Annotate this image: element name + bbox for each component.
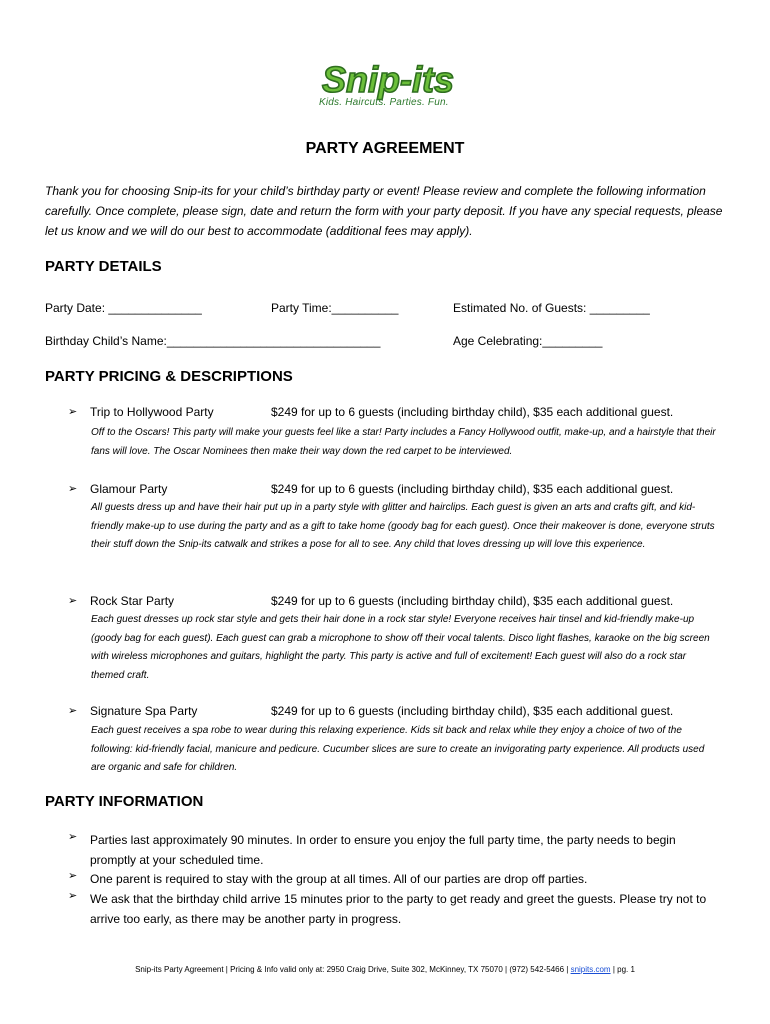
logo-wordmark: Snip-its — [322, 59, 454, 100]
party-description: Off to the Oscars! This party will make your guests feel like a star! Party includes a Fancy Hollywood outfit, make-up, and a hairstyle that their fans will love. The Oscar Nominees then make their way down the red carpet to be interviewed. — [91, 427, 716, 457]
party-name: Glamour Party — [90, 482, 168, 496]
party-description: All guests dress up and have their hair put up in a party style with glitter and hairclips. Each guest is given an arts and crafts gift, and kid-friendly make-up to use during the party and as a gift to take home (goody bag for each guest). Once their makeover is done, everyone struts their stuff down the Snip-its catwalk and strikes a pose for all to see. Any child that loves dressing up will love this experience. — [91, 502, 715, 550]
child-name-field[interactable]: Birthday Child’s Name:________________________________ — [45, 334, 381, 348]
guests-field[interactable]: Estimated No. of Guests: _________ — [453, 301, 650, 315]
party-time-field[interactable]: Party Time:__________ — [271, 301, 399, 315]
party-description: Each guest dresses up rock star style and gets their hair done in a rock star style! Everyone receives hair tinsel and kid-friendly make-up (goody bag for each guest). Each guest can grab a microphone to show off their vocal talents. Disco light flashes, karaoke on the big screen with wireless microphones and guitars, highlight the party. This party is active and full of excitement! Each guest will also do a rock star themed craft. — [91, 614, 710, 681]
page-number: | pg. 1 — [610, 965, 635, 974]
party-price: $249 for up to 6 guests (including birthday child), $35 each additional guest. — [271, 704, 674, 718]
party-name: Trip to Hollywood Party — [90, 405, 214, 419]
party-date-field[interactable]: Party Date: ______________ — [45, 301, 202, 315]
arrow-bullet-icon: ➢ — [68, 870, 78, 882]
arrow-bullet-icon: ➢ — [68, 890, 78, 902]
party-name: Signature Spa Party — [90, 704, 198, 718]
party-information-heading: PARTY INFORMATION — [45, 793, 204, 810]
party-details-heading: PARTY DETAILS — [45, 258, 162, 275]
party-name: Rock Star Party — [90, 594, 175, 608]
info-text: One parent is required to stay with the group at all times. All of our parties are drop off parties. — [90, 872, 588, 886]
website-link[interactable]: snipits.com — [570, 965, 611, 974]
logo-tagline: Kids. Haircuts. Parties. Fun. — [319, 97, 449, 108]
party-price: $249 for up to 6 guests (including birthday child), $35 each additional guest. — [271, 405, 674, 419]
party-price: $249 for up to 6 guests (including birthday child), $35 each additional guest. — [271, 482, 674, 496]
info-text: We ask that the birthday child arrive 15 minutes prior to the party to get ready and greet the guests. Please try not to arrive too early, as there may be another party in progress. — [90, 892, 707, 926]
party-price: $249 for up to 6 guests (including birthday child), $35 each additional guest. — [271, 594, 674, 608]
arrow-bullet-icon: ➢ — [68, 595, 78, 607]
arrow-bullet-icon: ➢ — [68, 483, 78, 495]
page-title: PARTY AGREEMENT — [305, 140, 465, 157]
pricing-heading: PARTY PRICING & DESCRIPTIONS — [45, 368, 293, 385]
arrow-bullet-icon: ➢ — [68, 705, 78, 717]
footer-text: Snip-its Party Agreement | Pricing & Info valid only at: 2950 Craig Drive, Suite 302, McKinney, TX 75070 | (972) 542-5466 | — [135, 965, 571, 974]
arrow-bullet-icon: ➢ — [68, 831, 78, 843]
party-description: Each guest receives a spa robe to wear during this relaxing experience. Kids sit back and relax while they enjoy a choice of two of the following: kid-friendly facial, manicure and pedicure. Cucumber slices are sure to create an invigorating party experience. All products used are organic and safe for children. — [91, 725, 705, 773]
info-text: Parties last approximately 90 minutes. In order to ensure you enjoy the full party time, the party needs to begin promptly at your scheduled time. — [90, 833, 676, 867]
arrow-bullet-icon: ➢ — [68, 406, 78, 418]
age-field[interactable]: Age Celebrating:_________ — [453, 334, 603, 348]
intro-paragraph: Thank you for choosing Snip-its for your child’s birthday party or event! Please review and complete the following information carefully. Once complete, please sign, date and return the form with your party deposit. If you have any special requests, please let us know and we will do our best to accommodate (additional fees may apply). — [45, 184, 723, 238]
page-footer — [0, 965, 770, 974]
